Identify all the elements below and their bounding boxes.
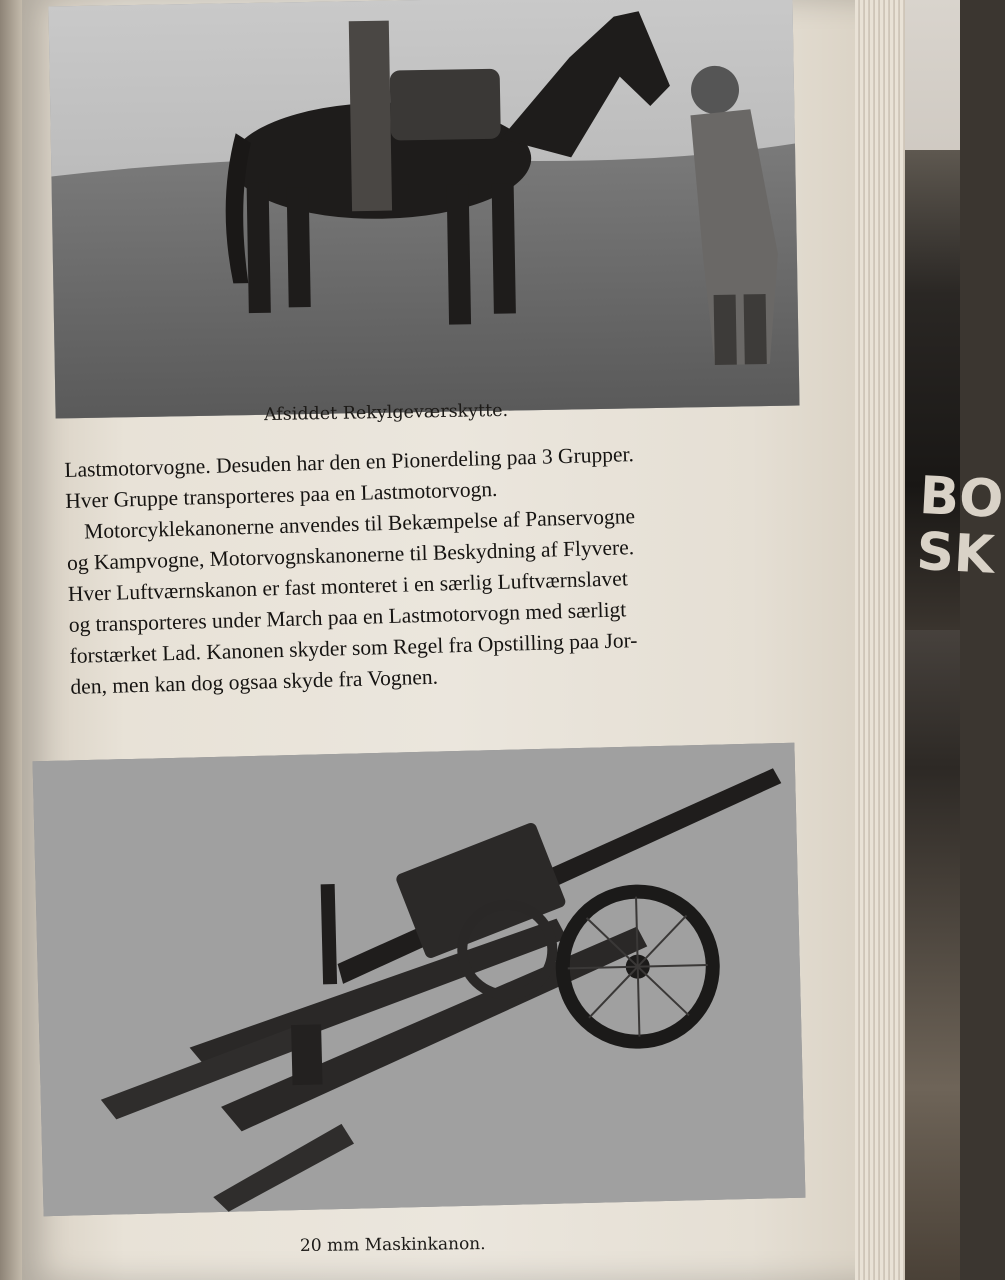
body-line: Hver Gruppe transporteres paa en Lastmotorvogn. [64,476,498,513]
body-line: Lastmotorvogne. Desuden har den en Pionerdeling paa 3 Grupper. [64,442,635,482]
book-page [22,0,880,1280]
body-line: forstærket Lad. Kanonen skyder som Regel fra Opstilling paa Jor- [69,628,638,668]
body-line: den, men kan dog ogsaa skyde fra Vognen. [70,664,439,699]
caption-bottom-photo: 20 mm Maskinkanon. [299,1234,486,1256]
body-line: Motorcyklekanonerne anvendes til Bekæmpelse af Panservogne [83,504,636,544]
body-line: Hver Luftværnskanon er fast monteret i en særlig Luftværnslavet [67,566,629,606]
background-book-lettering: BO SK [915,465,1005,586]
body-line: og transporteres under March paa en Lastmotorvogn med særligt [68,597,627,637]
body-paragraph [64,434,821,703]
photo-cannon [33,743,806,1216]
caption-top-photo: Afsiddet Rekylgeværskytte. [263,400,509,426]
body-line: og Kampvogne, Motorvognskanonerne til Beskydning af Flyvere. [66,535,635,575]
page-edges [855,0,905,1280]
photo-horse-soldier [48,0,799,418]
